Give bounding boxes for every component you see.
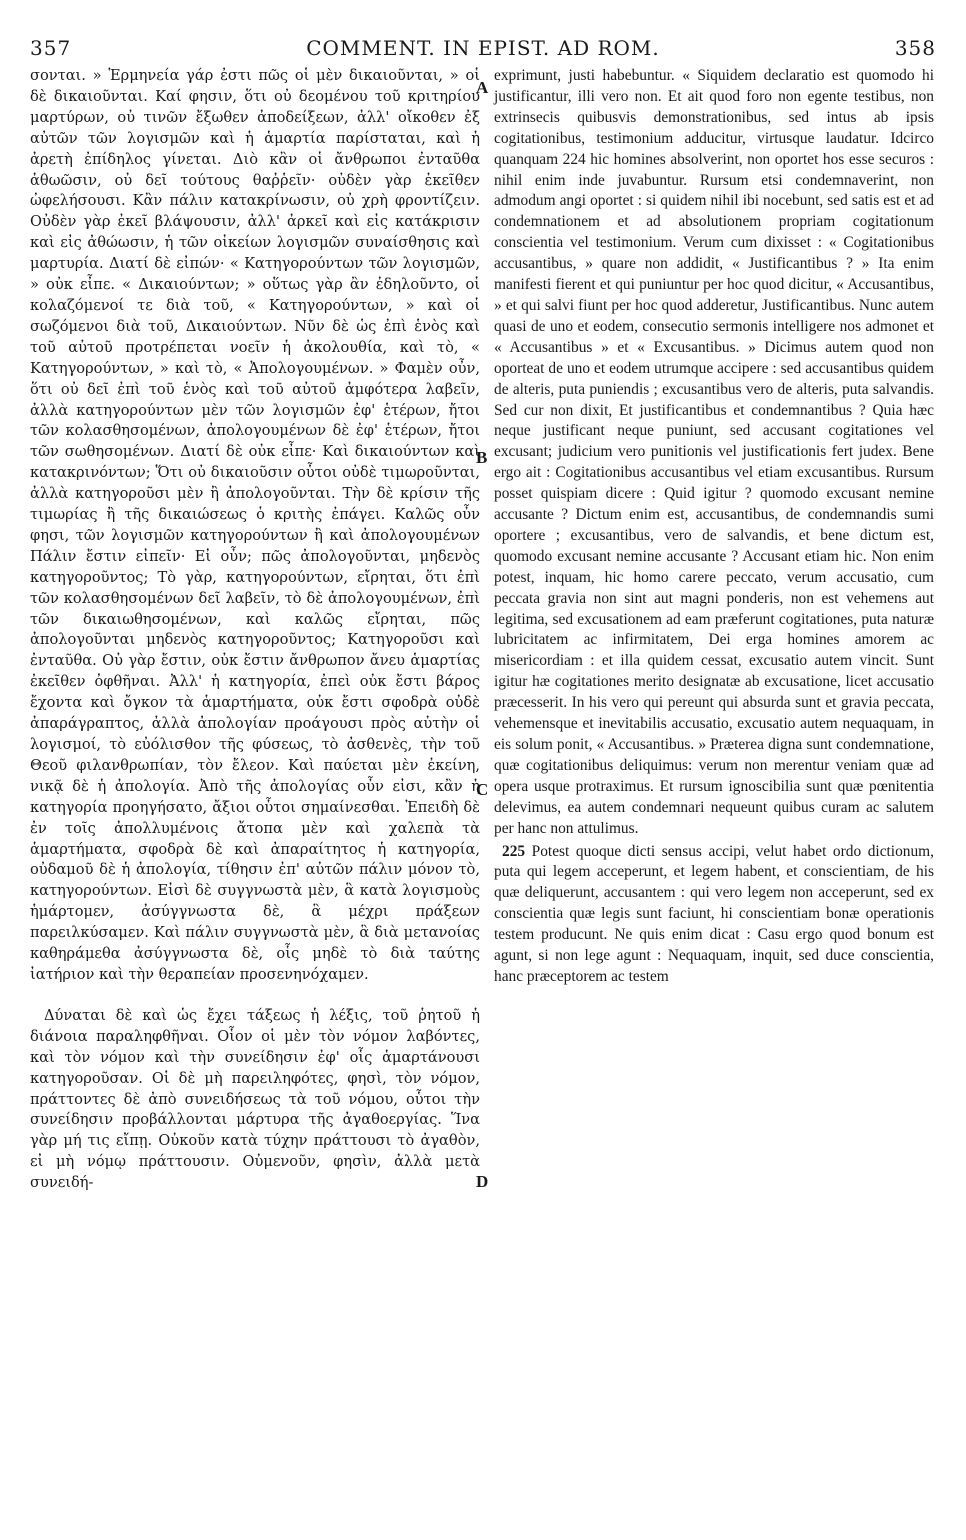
latin-column <box>494 66 934 988</box>
latin-paragraph-1: exprimunt, justi habebuntur. « Siquidem declaratio est quomodo hi justificantur, illi vero non. Et ait quod foro non egente testibus, non extrinsecis quibusvis demonstrationibus, sed intus ab ipsis cogitationibus, testimonium adducitur, virtusque laudatur. Idcirco quanquam 224 hic homines absolverint, non oportet hos esse securos : nihil enim inde juvabuntur. Rursum etsi condemnaverint, non admodum angi oportet : si quidem nihil ibi nocebunt, sed satis est et ad condemnationem et ad absolutionem propriam cogitationum conscientia vel testimonium. Verum cum dixisset : « Cogitationibus accusantibus, » quare non addidit, « Justificantibus ? » Ita enim manifesti fierent et qui puniuntur per hoc quod dicitur, « Accusantibus, » et qui salvi fiunt per hoc quod adderetur, Justificantibus. Nunc autem quasi de uno et eodem, consecutio sermonis intelligere nos admonet et « Accusantibus » et « Excusantibus. » Dicimus autem quod non oporteat de uno et eodem utrumque accipere : sed accusantibus quidem de alteris, puta puniendis ; excusantibus vero de alteris, puta salvandis. Sed cur non dixit, Et justificantibus et condemnantibus ? Quia hæc neque justificant neque puniunt, sed accusant cogitationes vel excusant; judicium vero punitionis vel justificationis fert judex. Bene ergo ait : Cogitationibus accusantibus vel etiam excusantibus. Rursum posset quispiam dicere : Quid igitur ? quomodo excusant nemine accusante ? Dictum enim est, accusantibus, de condemnandis sumi oportere ; excusantibus, vero de salvandis, et bene dictum est, quomodo excusant nemine accusante ? Accusant etiam hic. Non enim potest, inquam, hic homo carere peccato, verum accusatio, cum peccata gravia non sint aut magni ponderis, non est vehemens aut legitima, sed excusationem ad eam præferunt cogitationes, puta naturæ lubricitatem ac infirmitatem, Dei erga homines amorem ac misericordiam : et illa quidem cessat, excusatio autem vincit. Sunt igitur hæ cogitationes merito designatæ ab excusatione, licet accusatio præcesserit. In his vero qui pereunt qui absurda sunt et gravia peccata, vehemensque et inevitabilis accusatio, excusatio autem nequaquam, in eis solum ponit, « Accusantibus. » Præterea digna sunt condemnatione, quæ cogitationibus deliquimus: verum non merentur veniam quæ ad opera usque protraximus. Et rursum ignoscibilia sunt quæ pœnitentia delevimus, ea autem condemnari nequeunt quibus curam ac salutem per hanc non attulimus. <box>494 67 934 837</box>
paragraph-number: 225 <box>502 842 526 860</box>
section-marker-b: B <box>476 448 488 467</box>
page-number-left: 357 <box>30 36 72 60</box>
running-title: COMMENT. IN EPIST. AD ROM. <box>306 36 660 60</box>
section-marker-c: C <box>476 780 489 799</box>
latin-paragraph-2 <box>494 842 934 988</box>
greek-paragraph-1: σονται. » Ἑρμηνεία γάρ ἐστι πῶς οἱ μὲν δικαιοῦνται, » οἱ δὲ δικαιοῦνται. Καί φησιν, ὅτι οὐ δεομένου τοῦ κριτηρίου μαρτύρων, οὐ τινῶν ἔξωθεν ἀποδείξεων, ἀλλ' οἴκοθεν ἐξ αὐτῶν τῶν λογισμῶν καὶ ἡ ἁμαρτία παρίσταται, καὶ ἡ ἀρετὴ ἐπίδηλος γίνεται. Διὸ κἂν οἱ ἄνθρωποι ἐνταῦθα ἀθωῶσιν, οὐ δεῖ τούτους θαῤῥεῖν· οὐδὲν γὰρ ἐκεῖθεν ὠφελήσουσι. Κἂν πάλιν κατακρίνωσιν, οὐ χρὴ φροντίζειν. Οὐδὲν γὰρ ἐκεῖ βλάψουσιν, ἀλλ' ἀρκεῖ καὶ εἰς κατάκρισιν καὶ εἰς ἀθώωσιν, ἡ τῶν οἰκείων λογισμῶν συναίσθησις καὶ μαρτυρία. Διατί δὲ εἰπών· « Κατηγορούντων τῶν λογισμῶν, » οὐκ εἶπε. « Δικαιούντων; » οὕτως γὰρ ἂν ἐδηλοῦντο, οἱ κολαζόμενοί τε διὰ τοῦ, « Κατηγορούντων, » καὶ οἱ σωζόμενοι διὰ τοῦ, Δικαιούντων. Νῦν δὲ ὡς ἐπὶ ἑνὸς καὶ τοῦ αὐτοῦ προτρέπεται νοεῖν ἡ ἀκολουθία, καὶ τὸ, « Κατηγορούντων, » καὶ τὸ, « Ἀπολογουμένων. » Φαμὲν οὖν, ὅτι οὐ δεῖ ἐπὶ τοῦ ἑνὸς καὶ τοῦ αὐτοῦ ἀμφότερα λαβεῖν, ἀλλὰ κατηγορούντων μὲν τῶν λογισμῶν ἐφ' ἑτέρων, ἤτοι τῶν κολασθησομένων, ἀπολογουμένων δὲ ἐφ' ἑτέρων, ἤτοι τῶν σωθησομένων. Διατί δὲ οὐκ εἶπε· Καὶ δικαιούντων καὶ κατακρινόντων; Ὅτι οὐ δικαιοῦσιν οὗτοι οὐδὲ τιμωροῦνται, ἀλλὰ κατηγοροῦσι μὲν ἢ ἀπολογοῦνται. Τὴν δὲ κρίσιν τῆς τιμωρίας ἢ τῆς δικαιώσεως ὁ κριτὴς ἐπάγει. Καλῶς οὖν φησι, τῶν λογισμῶν κατηγορούντων ἢ καὶ ἀπολογουμένων Πάλιν ἔστιν εἰπεῖν· Εἰ οὖν; πῶς ἀπολογοῦνται, μηδενὸς κατηγοροῦντος; Τὸ γὰρ, κατηγορούντων, εἴρηται, ὅτι ἐπὶ τῶν κολασθησομένων δεῖ λαβεῖν, τὸ δὲ ἀπολογουμένων, ἐπὶ τῶν δικαιωθησομένων, καὶ καλῶς εἴρηται, πῶς ἀπολογοῦνται μηδενὸς κατηγοροῦντος; Κατηγοροῦσι καὶ ἐνταῦθα. Οὐ γὰρ ἔστιν, οὐκ ἔστιν ἄνθρωπον ἄνευ ἁμαρτίας ἐκεῖθεν ὀφθῆναι. Ἀλλ' ἡ κατηγορία, ἐπεὶ οὐκ ἔστι βάρος ἔχοντα καὶ ὄγκον τὰ ἁμαρτήματα, οὐκ ἔστι σφοδρὰ οὐδὲ ἀπαράγραπτος, ἀλλὰ ἀπολογίαν προάγουσι πρὸς αὐτὴν οἱ λογισμοί, τὸ εὐόλισθον τῆς φύσεως, τὸ ἀσθενὲς, τὴν τοῦ Θεοῦ φιλανθρωπίαν, τὸν ἔλεον. Καὶ παύεται μὲν ἐκείνη, νικᾷ δὲ ἡ ἀπολογία. Ἀπὸ τῆς ἀπολογίας οὖν εἰσι, κἂν ἡ κατηγορία προηγήσατο, ἄξιοι οὗτοι σημαίνεσθαι. Ἐπειδὴ δὲ ἐν τοῖς ἀπολλυμένοις ἄτοπα μὲν καὶ χαλεπὰ τὰ ἁμαρτήματα, σφοδρὰ δὲ καὶ ἀπαραίτητος ἡ κατηγορία, οὐδαμοῦ δὲ ἡ ἀπολογία, τίθησιν ἐπ' αὐτῶν πάλιν μόνον τὸ, κατηγορούντων. Εἰσὶ δὲ συγγνωστὰ μὲν, ἃ κατὰ λογισμοὺς ἡμάρτομεν, ἀσύγγνωστα δὲ, ἃ μέχρι πράξεων παρειλκύσαμεν. Καὶ πάλιν συγγνωστὰ μὲν, ἃ διὰ μετανοίας καθηράμεθα ἀσύγγνωστα δὲ, οἷς μηδὲ τὸ διὰ ταύτης ἰατήριον καὶ τὴν θεραπείαν προσενηνόχαμεν. <box>30 67 480 983</box>
section-marker-a: A <box>476 78 489 97</box>
section-marker-d: D <box>476 1172 489 1191</box>
greek-paragraph-2: Δύναται δὲ καὶ ὡς ἔχει τάξεως ἡ λέξις, τοῦ ῥητοῦ ἡ διάνοια παραληφθῆναι. Οἷον οἱ μὲν τὸν νόμον λαβόντες, καὶ τὸν νόμον καὶ τὴν συνείδησιν ἐφ' οἷς ἁμαρτάνουσι κατηγοροῦσαν. Οἱ δὲ μὴ παρειληφότες, φησὶ, τὸν νόμον, πράττοντες δὲ ἀπὸ συνειδήσεως τὰ τοῦ νόμου, οὗτοι τὴν συνείδησιν προβάλλονται μάρτυρα τῆς ἀγαθοεργίας. Ἵνα γὰρ μή τις εἴπῃ. Οὐκοῦν κατὰ τύχην πράττουσι τὸ ἀγαθὸν, εἰ μὴ νόμῳ πράττουσιν. Οὐμενοῦν, φησὶν, ἀλλὰ μετὰ συνειδή- <box>30 1006 480 1192</box>
latin-paragraph-2-text: Potest quoque dicti sensus accipi, velut habet ordo dictionum, puta qui legem acceperunt, et legem habent, et conscientiam, de his quæ deliquerunt, accusantem : qui vero legem non acceperunt, sed ex conscientia quæ legis sunt faciunt, hi conscientiam bonæ operationis testem producunt. Ne quis enim dicat : Casu ergo quod bonum est agunt, si non lege agunt : Nequaquam, inquit, sed duce conscientia, hanc præceptorem ac testem <box>494 842 934 985</box>
greek-column <box>30 66 480 1194</box>
page-number-right: 358 <box>894 36 936 60</box>
running-header <box>30 36 936 60</box>
